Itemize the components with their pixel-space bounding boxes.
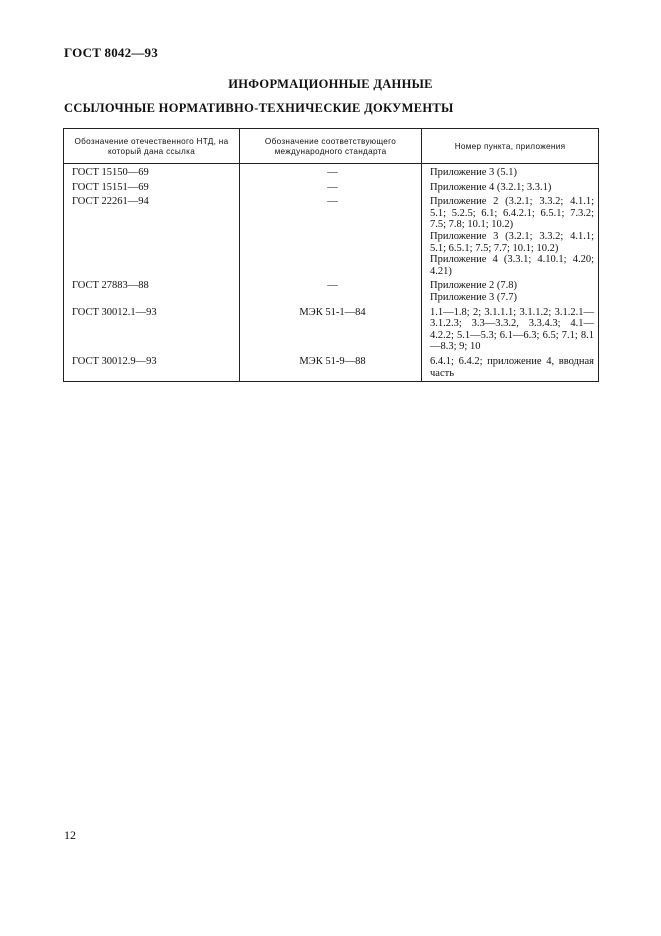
clauses-cell [422, 196, 599, 280]
clauses-cell [422, 182, 599, 197]
intl-standard-cell: — [240, 182, 422, 197]
page-number: 12 [64, 828, 76, 842]
table-row [64, 164, 599, 182]
table-row [64, 356, 599, 382]
intl-standard-cell: — [240, 196, 422, 280]
header-clause-numbers: Номер пункта, приложения [422, 129, 599, 164]
section-subtitle: ССЫЛОЧНЫЕ НОРМАТИВНО-ТЕХНИЧЕСКИЕ ДОКУМЕНТЫ [64, 101, 454, 115]
table-row [64, 307, 599, 356]
ntd-cell: ГОСТ 30012.9—93 [64, 356, 240, 382]
header-national-ntd: Обозначение отечественного НТД, на который дана ссылка [64, 129, 240, 164]
table-row [64, 280, 599, 306]
clauses-cell [422, 280, 599, 306]
intl-standard-cell: — [240, 280, 422, 306]
table-row [64, 196, 599, 280]
references-table [63, 128, 599, 382]
clause-entry: Приложение 3 (5.1) [430, 167, 517, 178]
table-header-row [64, 129, 599, 164]
ntd-cell: ГОСТ 15151—69 [64, 182, 240, 197]
intl-standard-cell: МЭК 51-1—84 [240, 307, 422, 356]
intl-standard-cell: МЭК 51-9—88 [240, 356, 422, 382]
intl-standard-cell: — [240, 164, 422, 182]
ntd-cell: ГОСТ 15150—69 [64, 164, 240, 182]
table-row [64, 182, 599, 197]
clause-entry: 6.4.1; 6.4.2; приложение 4, вводная часть [430, 355, 594, 379]
clause-entry: Приложение 3 (7.7) [430, 291, 517, 303]
clause-entry: Приложение 4 (3.3.1; 4.10.1; 4.20; 4.21) [430, 254, 594, 277]
header-international-standard: Обозначение соответствующего международного стандарта [240, 129, 422, 164]
clause-entry: Приложение 2 (7.8) [430, 280, 517, 292]
section-title: ИНФОРМАЦИОННЫЕ ДАННЫЕ [228, 77, 433, 91]
clause-entry: Приложение 2 (3.2.1; 3.3.2; 4.1.1; 5.1; 5.2.5; 6.1; 6.4.2.1; 6.5.1; 7.3.2; 7.5; 7.8; 10.1; 10.2) [430, 196, 594, 231]
clause-entry: Приложение 3 (3.2.1; 3.3.2; 4.1.1; 5.1; 6.5.1; 7.5; 7.7; 10.1; 10.2) [430, 230, 594, 254]
clauses-cell [422, 164, 599, 182]
clauses-cell [422, 307, 599, 356]
clause-entry: 1.1—1.8; 2; 3.1.1.1; 3.1.1.2; 3.1.2.1—3.1.2.3; 3.3—3.3.2, 3.3.4.3; 4.1—4.2.2; 5.1—5.3; 6.1—6.3; 6.5; 7.1; 8.1—8.3; 9; 10 [430, 306, 594, 353]
document-code: ГОСТ 8042—93 [64, 45, 158, 60]
ntd-cell: ГОСТ 27883—88 [64, 280, 240, 306]
clause-entry: Приложение 4 (3.2.1; 3.3.1) [430, 181, 552, 193]
ntd-cell: ГОСТ 30012.1—93 [64, 307, 240, 356]
clauses-cell [422, 356, 599, 382]
ntd-cell: ГОСТ 22261—94 [64, 196, 240, 280]
